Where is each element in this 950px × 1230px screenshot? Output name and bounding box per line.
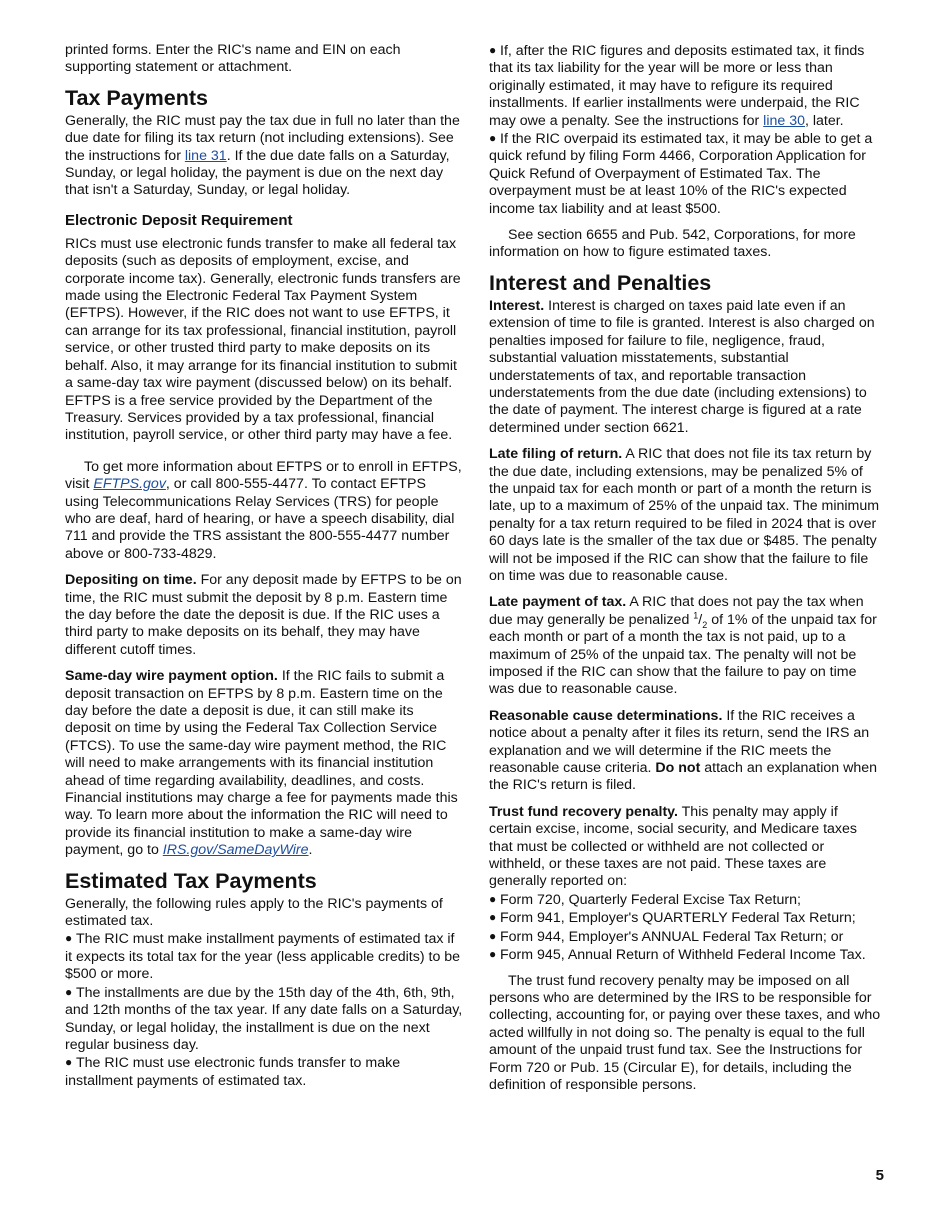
trust-fund-forms-list — [489, 891, 883, 965]
tax-payments-heading: Tax Payments — [65, 85, 209, 110]
page-number: 5 — [875, 1167, 884, 1184]
bullet-icon: ● — [489, 131, 497, 146]
bullet-icon: ● — [65, 1055, 73, 1070]
list-item: ● Form 944, Employer's ANNUAL Federal Tax Return; or — [489, 928, 844, 945]
eftps-link[interactable]: EFTPS.gov — [93, 476, 166, 493]
interest-paragraph: Interest. Interest is charged on taxes paid late even if an extension of time to file is granted. Interest is also charged on penalties imposed for failure to file, negligence, fraud, substantial valuation misstatements, substantial understatements of tax, and reportable transaction understatements from the due date (including extensions) to the date of payment. The interest charge is figured at a rate determined under section 6621. — [489, 297, 875, 436]
interest-penalties-heading: Interest and Penalties — [489, 270, 712, 295]
late-payment-heading: Late payment of tax. — [489, 594, 627, 611]
list-item: ● If, after the RIC figures and deposits estimated tax, it finds that its tax liability for the year will be more or less than originally estimated, it may have to refigure its required installments. If earlier installments were underpaid, the RIC may owe a penalty. See the instructions for line 30, later. — [489, 43, 865, 129]
intro-paragraph: printed forms. Enter the RIC's name and EIN on each supporting statement or attachment. — [65, 42, 401, 76]
depositing-on-time-heading: Depositing on time. — [65, 572, 197, 589]
list-item: ● Form 945, Annual Return of Withheld Federal Income Tax. — [489, 947, 866, 964]
bullet-icon: ● — [489, 43, 497, 57]
list-item: ● Form 941, Employer's QUARTERLY Federal Tax Return; — [489, 910, 856, 927]
bullet-icon: ● — [489, 928, 497, 943]
electronic-deposit-heading: Electronic Deposit Requirement — [65, 211, 293, 229]
bullet-icon: ● — [489, 947, 497, 962]
same-day-wire-paragraph: Same-day wire payment option. If the RIC fails to submit a deposit transaction on EFTPS by 8 p.m. Eastern time on the day before the date a deposit is due, it can still make its deposit on time by using the Federal Tax Collection Service (FTCS). To use the same-day wire payment method, the RIC will need to make arrangements with its financial institution ahead of time regarding availability, deadlines, and costs. Financial institutions may charge a fee for payments made this way. To learn more about the information the RIC will need to provide its financial institution to make a same-day wire payment, go to IRS.gov/SameDayWire. — [65, 668, 458, 859]
bullet-icon: ● — [65, 931, 73, 946]
electronic-deposit-paragraph: RICs must use electronic funds transfer to make all federal tax deposits (such as deposits of employment, excise, and corporate income tax). Generally, electronic funds transfers are made using the Electronic Federal Tax Payment System (EFTPS). However, if the RIC does not want to use EFTPS, it can arrange for its tax professional, financial institution, payroll service, or other trusted third party to make deposits on its behalf. Also, it may arrange for its financial institution to submit a same-day tax wire payment (discussed below) on its behalf. EFTPS is a free service provided by the Department of the Treasury. Services provided by a tax professional, financial institution, payroll service, or other third party may have a fee. — [65, 235, 461, 444]
trust-fund-paragraph: Trust fund recovery penalty. This penalty may apply if certain excise, income, social security, and Medicare taxes that must be collected or withheld are not collected or withheld, or these taxes are not paid. These taxes are generally reported on: — [489, 803, 857, 890]
bullet-icon: ● — [489, 891, 497, 906]
list-item: ● If the RIC overpaid its estimated tax, it may be able to get a quick refund by filing Form 4466, Corporation Application for Quick Refund of Overpayment of Estimated Tax. The overpayment must be at least 10% of the RIC's expected income tax liability and at least $500. — [489, 131, 873, 217]
late-filing-paragraph: Late filing of return. A RIC that does not file its tax return by the due date, including extensions, may be penalized 5% of the unpaid tax for each month or part of a month the return is late, up to a maximum of 25% of the unpaid tax. The minimum penalty for a tax return required to be filed in 2024 that is over 60 days late is the smaller of the tax due or $485. The penalty will not be imposed if the RIC can show that the failure to file on time was due to reasonable cause. — [489, 446, 880, 584]
right-column — [489, 42, 883, 1103]
list-item: ● The RIC must make installment payments of estimated tax if it expects its total tax for the year (less applicable credits) to be $500 or more. — [65, 931, 461, 983]
list-item: ● The RIC must use electronic funds transfer to make installment payments of estimated tax. — [65, 1055, 401, 1089]
depositing-on-time-paragraph: Depositing on time. For any deposit made by EFTPS to be on time, the RIC must submit the deposit by 8 p.m. Eastern time the day before the date the deposit is due. If the RIC uses a third party to make deposits on its behalf, they may have different cutoff times. — [65, 572, 462, 658]
interest-heading: Interest. — [489, 297, 545, 314]
tax-payments-paragraph: Generally, the RIC must pay the tax due in full no later than the due date for filing its tax return (not including extensions). See the instructions for line 31. If the due date falls on a Saturday, Sunday, or legal holiday, the payment is due on the next day that isn't a Saturday, Sunday, or legal holiday. — [65, 112, 460, 199]
line-30-link[interactable]: line 30 — [763, 112, 805, 129]
same-day-wire-heading: Same-day wire payment option. — [65, 668, 278, 685]
estimated-tax-intro: Generally, the following rules apply to the RIC's payments of estimated tax. — [65, 895, 443, 930]
list-item: ● Form 720, Quarterly Federal Excise Tax Return; — [489, 891, 801, 908]
estimated-tax-heading: Estimated Tax Payments — [65, 868, 317, 893]
late-payment-paragraph: Late payment of tax. A RIC that does not pay the tax when due may generally be penalized $^1/_2$ of 1% of the unpaid tax for each month or part of a month the tax is not paid, up to a maximum of 25% of the unpaid tax. The penalty will not be imposed if the RIC can show that the failure to pay on time was due to reasonable cause. — [489, 594, 877, 698]
bullet-icon: ● — [65, 984, 73, 999]
list-item: ● The installments are due by the 15th day of the 4th, 6th, 9th, and 12th months of the tax year. If any date falls on a Saturday, Sunday, or legal holiday, the installment is due on the next regular business day. — [65, 984, 463, 1053]
late-filing-heading: Late filing of return. — [489, 446, 623, 463]
see-section-paragraph: See section 6655 and Pub. 542, Corporations, for more information on how to figure estimated taxes. — [489, 227, 856, 261]
reasonable-cause-heading: Reasonable cause determinations. — [489, 707, 723, 724]
reasonable-cause-paragraph: Reasonable cause determinations. If the RIC receives a notice about a penalty after it files its return, send the IRS an explanation and we will determine if the RIC meets the reasonable cause criteria. Do not attach an explanation when the RIC's return is filed. — [489, 707, 878, 794]
same-day-wire-link[interactable]: IRS.gov/SameDayWire — [162, 842, 309, 859]
bullet-icon: ● — [489, 910, 497, 925]
left-column — [65, 42, 463, 1090]
line-31-link[interactable]: line 31 — [184, 147, 227, 164]
trust-fund-final-paragraph: The trust fund recovery penalty may be imposed on all persons who are determined by the IRS to be responsible for collecting, accounting for, or paying over these taxes, and who acted willfully in not doing so. The penalty is equal to the full amount of the unpaid trust fund tax. See the Instructions for Form 720 or Pub. 15 (Circular E), for details, including the definition of responsible persons. — [489, 972, 881, 1093]
eftps-info-paragraph: To get more information about EFTPS or to enroll in EFTPS, visit EFTPS.gov, or call 800-555-4477. To contact EFTPS using Telecommunications Relay Services (TRS) for people who are deaf, hard of hearing, or have a speech disability, dial 711 and provide the TRS assistant the 800-555-4477 number above or 800-733-4829. — [65, 458, 462, 562]
trust-fund-heading: Trust fund recovery penalty. — [489, 803, 678, 820]
